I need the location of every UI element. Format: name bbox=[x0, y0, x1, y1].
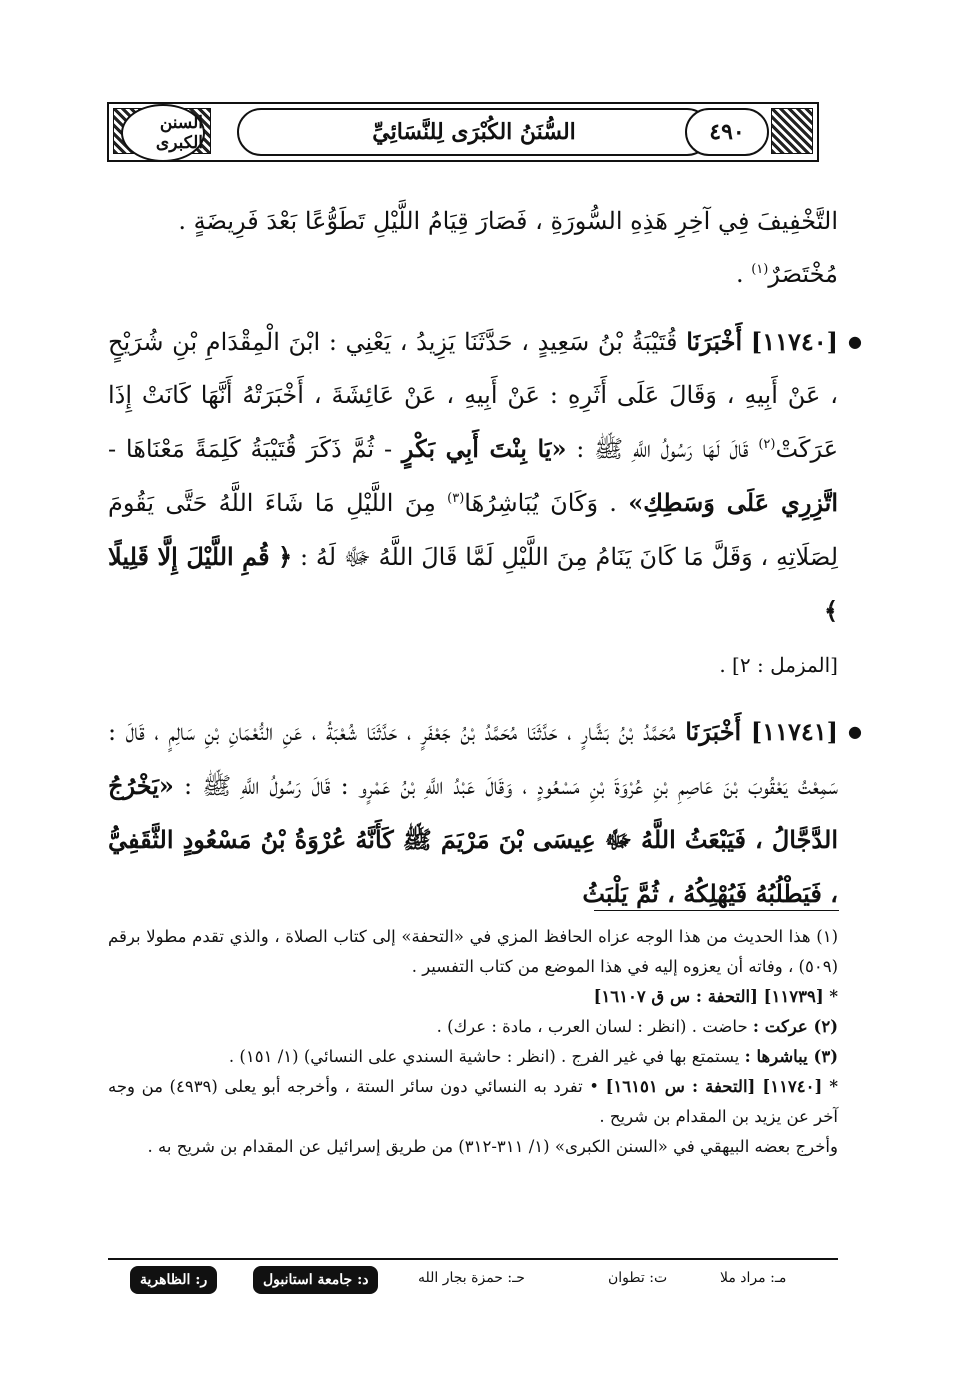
footnote-2-text: حاضت . (انظر : لسان العرب ، مادة : عرك) . bbox=[436, 1017, 753, 1036]
source-hamza: حـ: حمزة بجار الله bbox=[418, 1270, 525, 1286]
footnotes bbox=[108, 922, 838, 1162]
footnote-2 bbox=[108, 1012, 838, 1042]
source-badge-istanbul: د: جامعة استانبول bbox=[253, 1266, 378, 1294]
takhrij-11740 bbox=[108, 1072, 838, 1132]
hadith-text-b: قَالَ لَهَا رَسُولُ اللَّهِ ﷺ : bbox=[566, 435, 759, 463]
manuscript-sources bbox=[108, 1264, 838, 1298]
footnote-3 bbox=[108, 1042, 838, 1072]
hadith-number: [١١٧٤١] bbox=[750, 717, 838, 746]
footnote-separator bbox=[594, 910, 839, 911]
footnote-ref-3: (٣) bbox=[447, 491, 465, 506]
footnote-ref-1: (١) bbox=[751, 262, 769, 277]
quran-verse: ﴿ قُمِ اللَّيْلَ إِلَّا قَلِيلًا ﴾ bbox=[108, 542, 838, 625]
hadith-11740 bbox=[108, 315, 862, 691]
hadith-text-a: قُتَيْبَةُ بْنُ سَعِيدٍ ، حَدَّثَنَا يَزِيدُ ، يَعْنِي : ابْنَ الْمِقْدَامِ بْنِ شُرَيْحٍ ، عَنْ أَبِيهِ ، وَقَالَ عَلَى أَثَرِهِ : عَنْ أَبِيهِ ، عَنْ عَائِشَةَ ، أَخْبَرَتْهُ أَنَّهَا كَانَتْ إِذَا عَرَكَتْ bbox=[108, 328, 839, 463]
footnote-3-label: (٣) يباشرها : bbox=[744, 1047, 838, 1066]
hadith-11741 bbox=[108, 705, 862, 921]
continuation-line-2: مُخْتَصَرٌ bbox=[768, 260, 838, 288]
footnote-1: (١) هذا الحديث من هذا الوجه عزاه الحافظ المزي في «التحفة» إلى كتاب الصلاة ، والذي تقدم مطولا برقم (٥٠٩) ، وفاته أن يعزوه إليه في هذا الموضع من كتاب التفسير . bbox=[108, 927, 838, 976]
page-header bbox=[107, 102, 819, 162]
book-title: السُّنَنُ الكُبْرَى لِلنَّسَائِيِّ bbox=[237, 108, 711, 156]
page-number: ٤٩٠ bbox=[685, 108, 769, 156]
footnote-3-text: يستمتع بها في غير الفرج . (انظر : حاشية السندي على النسائي) (١/ ١٥١) . bbox=[228, 1047, 745, 1066]
footnote-ref-2: (٢) bbox=[758, 437, 776, 452]
hadith-bold-1: «يَخْرُجُ الدَّجَّالُ ، فَيَبْعَثُ اللَّهُ ﷻ عِيسَى بْنَ مَرْيَمَ ﷺ كَأَنَّهُ عُرْوَةُ بْنُ مَسْعُودٍ الثَّقَفِيُّ ، فَيَطْلُبُهُ فَيُهْلِكُهُ ، ثُمَّ يَلْبَثُ bbox=[108, 771, 838, 908]
hadith-bold-2: اتَّزِرِي عَلَى وَسَطِكِ» bbox=[628, 488, 839, 517]
main-text bbox=[108, 195, 862, 921]
takhrij-11740-text: • تفرد به النسائي دون سائر الستة ، وأخرجه أبو يعلى (٤٩٣٩) من وجه آخر عن يزيد بن المقدام بن شريح . bbox=[108, 1077, 838, 1126]
bottom-separator bbox=[108, 1258, 838, 1260]
hadith-text-c: - ثُمَّ ذَكَرَ قُتَيْبَةُ كَلِمَةً مَعْنَاهَا - bbox=[108, 435, 402, 463]
continuation-line-2-end: . bbox=[735, 260, 752, 288]
hadith-bold-1: «يَا بِنْتَ أَبِي بَكْرٍ bbox=[401, 434, 567, 463]
hadith-text-d: . وَكَانَ يُبَاشِرُهَا bbox=[464, 489, 629, 517]
footnote-4: وأخرج بعضه البيهقي في «السنن الكبرى» (١/ ٣١١-٣١٢) من طريق إسرائيل عن المقدام بن شريح به . bbox=[147, 1137, 838, 1156]
hadith-intro: أَخْبَرَنَا bbox=[685, 717, 742, 746]
logo-text: السنن الكبرى bbox=[155, 113, 203, 153]
takhrij-11740-label: * [١١٧٤٠] [التحفة : س ١٦١٥١] bbox=[605, 1077, 839, 1096]
takhrij-11739: * [١١٧٣٩] [التحفة : س ق ١٦١٠٧] bbox=[593, 987, 838, 1006]
source-tetouan: ت: تطوان bbox=[608, 1270, 668, 1286]
paragraph-continuation bbox=[108, 195, 838, 301]
bullet-icon: ● bbox=[848, 722, 862, 741]
footnote-2-label: (٢) عركت : bbox=[752, 1017, 838, 1036]
book-logo bbox=[121, 104, 205, 162]
bullet-icon: ● bbox=[848, 332, 862, 351]
hadith-intro: أَخْبَرَنَا bbox=[686, 327, 743, 356]
header-ornament-right bbox=[771, 108, 813, 154]
source-badge-dhahiriyya: ر: الظاهرية bbox=[130, 1266, 217, 1294]
continuation-line-1: التَّخْفِيفَ فِي آخِرِ هَذِهِ السُّورَةِ ، فَصَارَ قِيَامُ اللَّيْلِ تَطَوُّعًا بَعْدَ فَرِيضَةٍ . bbox=[178, 207, 838, 235]
hadith-number: [١١٧٤٠] bbox=[750, 327, 838, 356]
hadith-text-a: مُحَمَّدُ بْنُ بَشَّارٍ ، حَدَّثَنَا مُحَمَّدُ بْنُ جَعْفَرٍ ، حَدَّثَنَا شُعْبَةُ ، عَنِ النُّعْمَانِ بْنِ سَالِمٍ ، قَالَ : سَمِعْتُ يَعْقُوبَ بْنَ عَاصِمِ بْنِ عُرْوَةَ بْنِ مَسْعُودٍ ، وَقَالَ عَبْدُ اللَّهِ بْنُ عَمْرٍو : قَالَ رَسُولُ اللَّهِ ﷺ : bbox=[108, 718, 838, 800]
hadith-text-e: مِنَ اللَّيْلِ مَا شَاءَ اللَّهُ حَتَّى يَقُومَ لِصَلَاتِهِ ، وَقَلَّ مَا كَانَ يَنَامُ مِنَ اللَّيْلِ لَمَّا قَالَ اللَّهُ ﷻ لَهُ : bbox=[108, 489, 839, 571]
quran-reference: [المزمل : ٢] . bbox=[719, 653, 838, 677]
source-murad-mulla: مـ: مراد ملا bbox=[720, 1270, 787, 1286]
